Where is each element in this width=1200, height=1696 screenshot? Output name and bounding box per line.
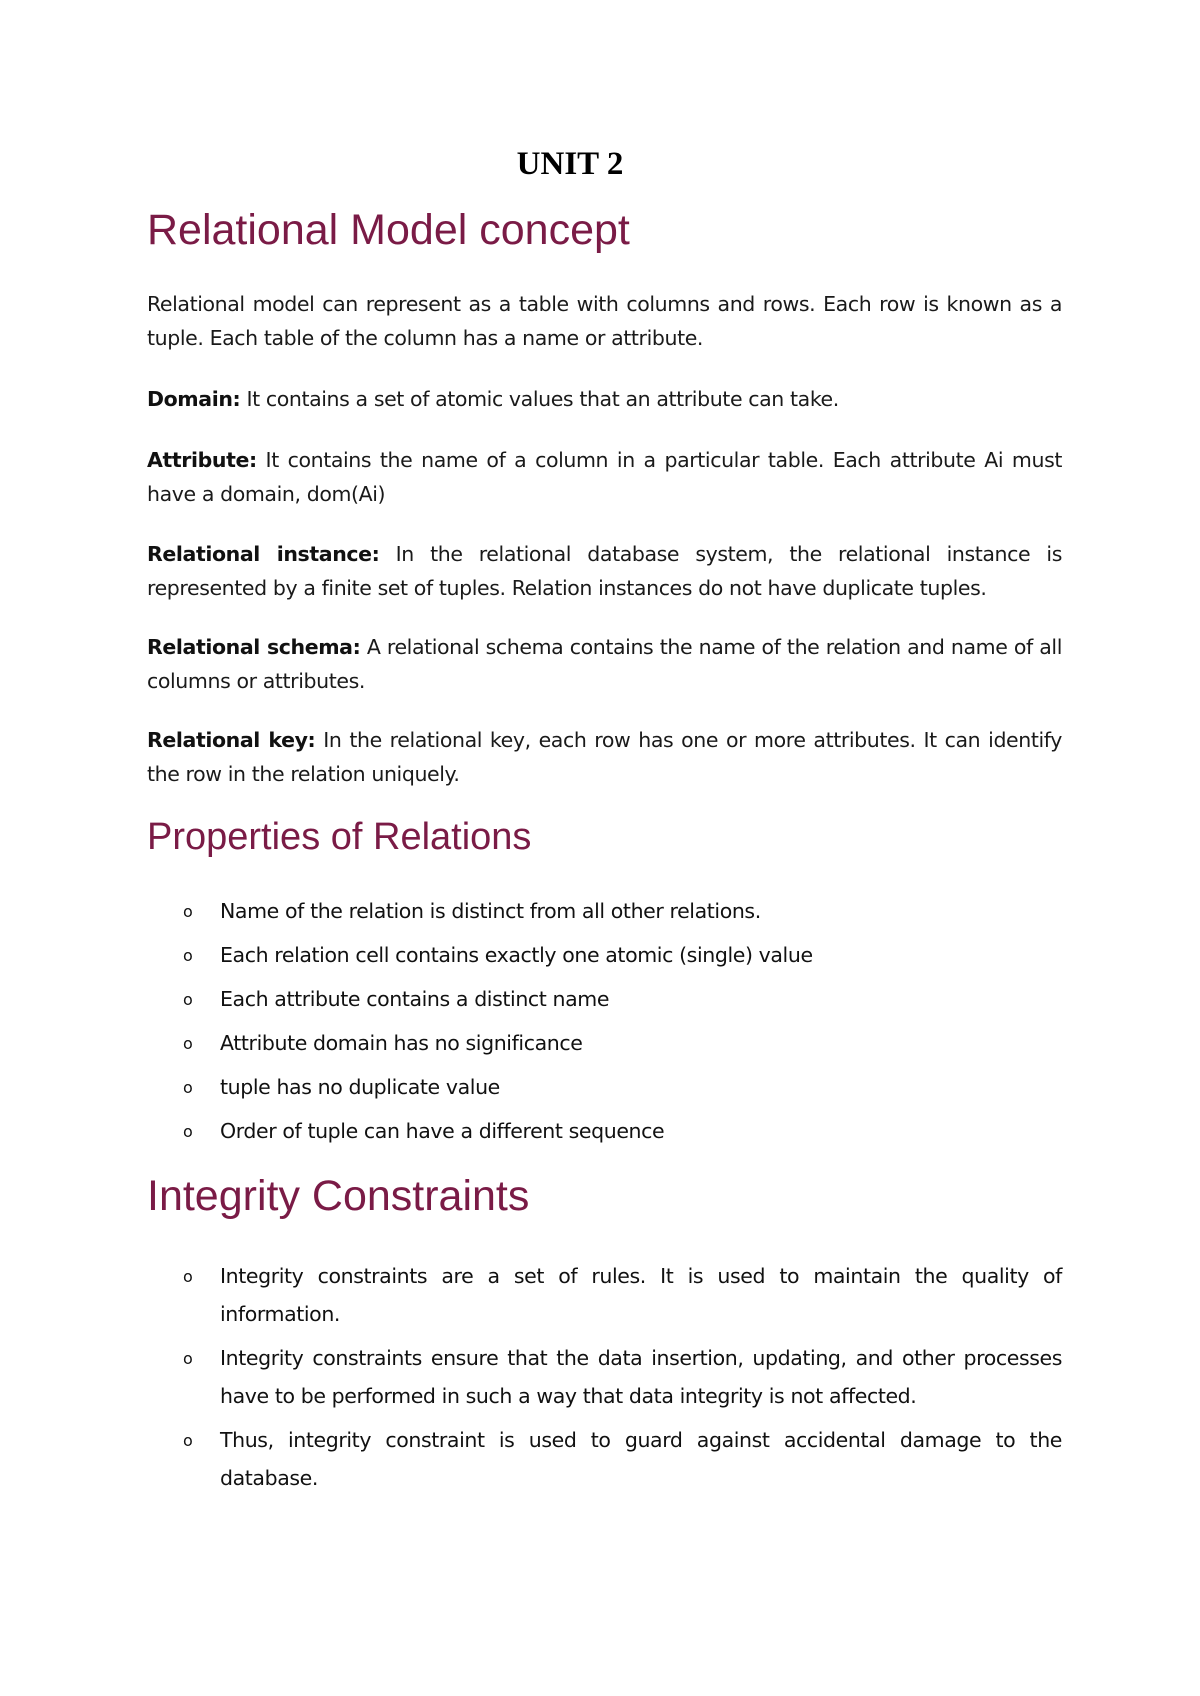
heading-properties-of-relations: Properties of Relations xyxy=(147,816,532,858)
list-item xyxy=(147,1112,1062,1150)
bullet-icon: o xyxy=(183,946,193,965)
definition-term: Relational instance: xyxy=(147,542,380,566)
list-item-text: Each relation cell contains exactly one atomic (single) value xyxy=(220,943,813,967)
definition-term: Attribute: xyxy=(147,448,257,472)
list-item xyxy=(147,1339,1062,1415)
bullet-icon: o xyxy=(183,1034,193,1053)
definition-term: Relational schema: xyxy=(147,635,361,659)
list-item-text: Integrity constraints ensure that the data insertion, updating, and other processes have to be performed in such a way that data integrity is not affected. xyxy=(220,1346,1062,1408)
list-item xyxy=(147,1421,1062,1497)
list-item xyxy=(147,936,1062,974)
definition-relational-key xyxy=(147,723,1062,791)
bullet-icon: o xyxy=(183,1431,193,1450)
list-item-text: Thus, integrity constraint is used to guard against accidental damage to the database. xyxy=(220,1428,1062,1490)
definition-term: Domain: xyxy=(147,387,241,411)
heading-integrity-constraints: Integrity Constraints xyxy=(147,1172,530,1220)
definition-text: In the relational key, each row has one or more attributes. It can identify the row in the relation uniquely. xyxy=(147,728,1062,786)
list-item xyxy=(147,1024,1062,1062)
list-item xyxy=(147,1068,1062,1106)
bullet-icon: o xyxy=(183,990,193,1009)
list-item-text: Name of the relation is distinct from all other relations. xyxy=(220,899,761,923)
bullet-icon: o xyxy=(183,1078,193,1097)
list-item xyxy=(147,980,1062,1018)
definition-text: It contains the name of a column in a particular table. Each attribute Ai must have a domain, dom(Ai) xyxy=(147,448,1062,506)
list-item xyxy=(147,1257,1062,1333)
definition-relational-schema xyxy=(147,630,1062,698)
definition-relational-instance xyxy=(147,537,1062,605)
list-item-text: tuple has no duplicate value xyxy=(220,1075,500,1099)
definition-domain xyxy=(147,382,1062,416)
unit-title: UNIT 2 xyxy=(516,146,624,182)
definition-term: Relational key: xyxy=(147,728,316,752)
list-item-text: Order of tuple can have a different sequence xyxy=(220,1119,665,1143)
list-item xyxy=(147,892,1062,930)
definition-text: In the relational database system, the relational instance is represented by a finite set of tuples. Relation instances do not have duplicate tuples. xyxy=(147,542,1063,600)
definition-text: It contains a set of atomic values that an attribute can take. xyxy=(240,387,839,411)
definition-text: A relational schema contains the name of the relation and name of all columns or attributes. xyxy=(147,635,1062,693)
bullet-icon: o xyxy=(183,1349,193,1368)
bullet-icon: o xyxy=(183,902,193,921)
list-item-text: Each attribute contains a distinct name xyxy=(220,987,610,1011)
definition-attribute xyxy=(147,443,1062,511)
heading-relational-model: Relational Model concept xyxy=(147,206,630,254)
intro-paragraph: Relational model can represent as a table with columns and rows. Each row is known as a tuple. Each table of the column has a name or attribute. xyxy=(147,292,1062,350)
list-item-text: Integrity constraints are a set of rules. It is used to maintain the quality of information. xyxy=(220,1264,1062,1326)
list-item-text: Attribute domain has no significance xyxy=(220,1031,583,1055)
bullet-icon: o xyxy=(183,1122,193,1141)
bullet-icon: o xyxy=(183,1267,193,1286)
